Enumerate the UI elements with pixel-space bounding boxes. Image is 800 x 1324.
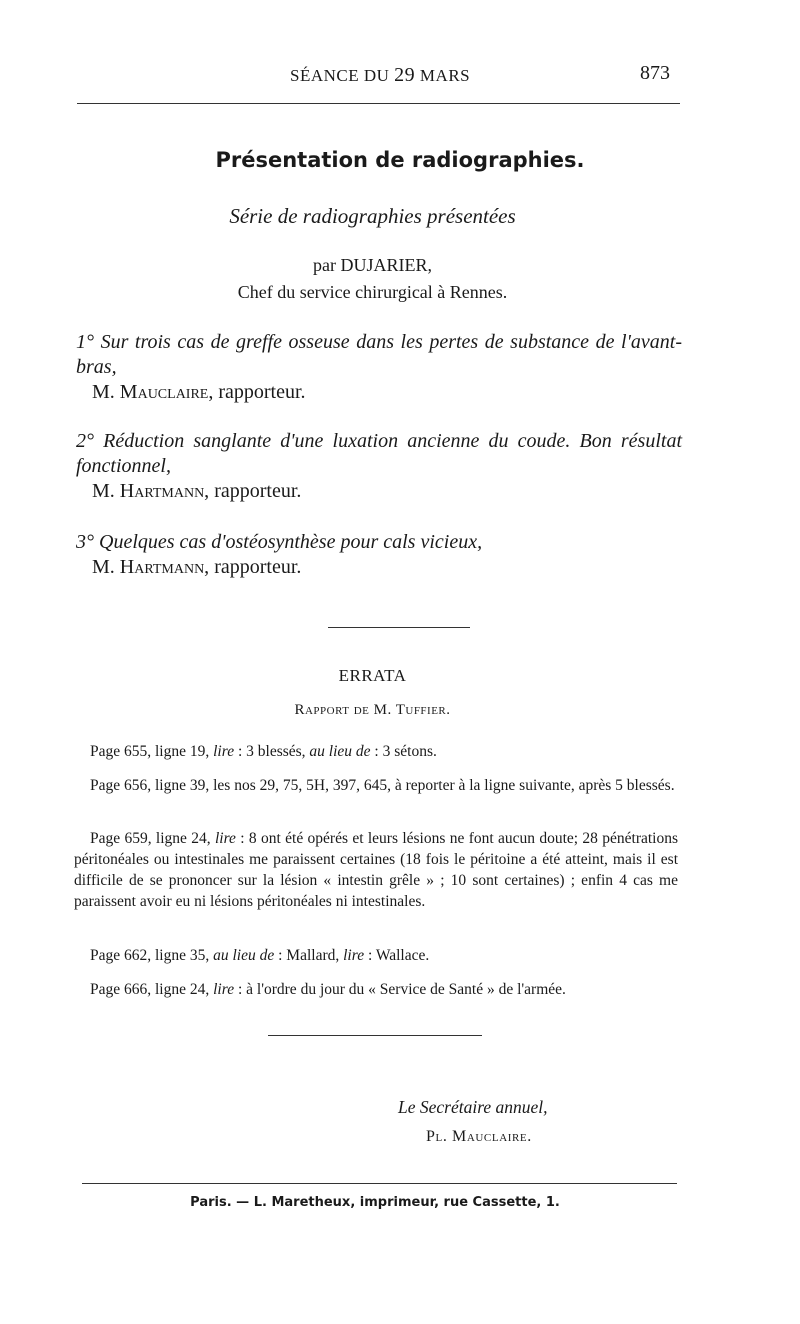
erratum-text: : 3 sétons. — [370, 743, 437, 760]
item-title-text: Quelques cas d'ostéosynthèse pour cals vicieux, — [99, 531, 483, 553]
reporter-name: Hartmann, — [119, 556, 210, 578]
footer-rule — [82, 1183, 677, 1184]
item-reporter — [76, 479, 682, 504]
erratum-text: Page 666, ligne 24, — [90, 981, 214, 998]
reporter-role: rapporteur. — [218, 381, 306, 403]
section-divider — [328, 627, 470, 628]
reporter-role: rapporteur. — [214, 556, 302, 578]
signature-role: Le Secrétaire annuel, — [398, 1097, 548, 1117]
item-number: 3° — [76, 531, 94, 553]
errata-subtitle-prefix: Rapport de — [294, 702, 370, 718]
item-title-text: Réduction sanglante d'une luxation ancienne du coude. Bon résultat fonctionnel, — [76, 430, 682, 477]
erratum-italic: lire — [343, 947, 365, 964]
reporter-prefix: M. — [92, 480, 115, 502]
erratum-text: Page 659, ligne 24, — [90, 830, 215, 847]
erratum-italic: lire — [213, 981, 235, 998]
erratum-text: Page 662, ligne 35, — [90, 947, 214, 964]
byline-prefix: par — [313, 255, 336, 275]
page-number: 873 — [640, 62, 670, 84]
erratum-text: Page 655, ligne 19, — [90, 743, 214, 760]
closing-divider — [268, 1035, 482, 1036]
erratum-text: : 3 blessés, — [234, 743, 310, 760]
item-title — [76, 429, 682, 479]
item-title-text: Sur trois cas de greffe osseuse dans les pertes de substance de l'avant-bras, — [76, 331, 682, 378]
header-rule — [77, 103, 680, 104]
running-header — [290, 64, 470, 87]
presentation-item — [76, 530, 682, 580]
author-name: DUJARIER, — [340, 255, 432, 275]
reporter-prefix: M. — [92, 556, 115, 578]
erratum-text: Page 656, ligne 39, les nos 29, 75, 5H, 397, 645, à reporter à la ligne suivante, après 5 blessés. — [90, 777, 675, 794]
reporter-role: rapporteur. — [214, 480, 302, 502]
reporter-name: Mauclaire, — [119, 381, 214, 403]
erratum-text: : 8 ont été opérés et leurs lésions ne font aucun doute; 28 pénétrations péritonéales ou intestinales me paraissent certaines (18 fois le péritoine a été atteint, mais il est difficile de se prononcer sur la lésion « intestin grêle » ; 10 sont certaines) ; enfin 4 cas me paraissent avoir eu ni lésions péritonéales ni intestinales. — [74, 830, 679, 910]
erratum-text: : à l'ordre du jour du « Service de Santé » de l'armée. — [234, 981, 566, 998]
erratum-entry — [74, 979, 678, 1000]
header-day: 29 — [394, 64, 416, 86]
erratum-entry — [74, 945, 678, 966]
erratum-entry — [74, 775, 678, 796]
section-title: Présentation de radiographies. — [215, 148, 585, 172]
item-title — [76, 530, 682, 555]
erratum-italic: lire — [213, 743, 235, 760]
author-affiliation: Chef du service chirurgical à Rennes. — [237, 282, 508, 302]
section-subtitle: Série de radiographies présentées — [229, 204, 516, 228]
header-prefix: SÉANCE DU — [290, 66, 390, 85]
signature-name: Pl. Mauclaire. — [426, 1128, 532, 1145]
item-title — [76, 330, 682, 380]
errata-subtitle-name: M. Tuffier. — [373, 702, 451, 718]
erratum-italic: lire — [214, 830, 236, 847]
erratum-italic: au lieu de — [309, 743, 371, 760]
item-number: 1° — [76, 331, 94, 353]
presentation-item — [76, 330, 682, 405]
reporter-prefix: M. — [92, 381, 115, 403]
errata-title: ERRATA — [338, 666, 407, 685]
erratum-italic: au lieu de — [213, 947, 275, 964]
erratum-entry — [74, 741, 678, 762]
erratum-entry — [74, 828, 678, 912]
byline — [0, 255, 745, 276]
presentation-item — [76, 429, 682, 504]
erratum-text: : Mallard, — [274, 947, 344, 964]
erratum-text: : Wallace. — [364, 947, 430, 964]
item-reporter — [76, 380, 682, 405]
header-month: MARS — [419, 66, 471, 85]
item-number: 2° — [76, 430, 94, 452]
errata-subtitle — [0, 702, 745, 719]
item-reporter — [76, 555, 682, 580]
reporter-name: Hartmann, — [119, 480, 210, 502]
printer-imprint: Paris. — L. Maretheux, imprimeur, rue Cassette, 1. — [190, 1195, 560, 1210]
